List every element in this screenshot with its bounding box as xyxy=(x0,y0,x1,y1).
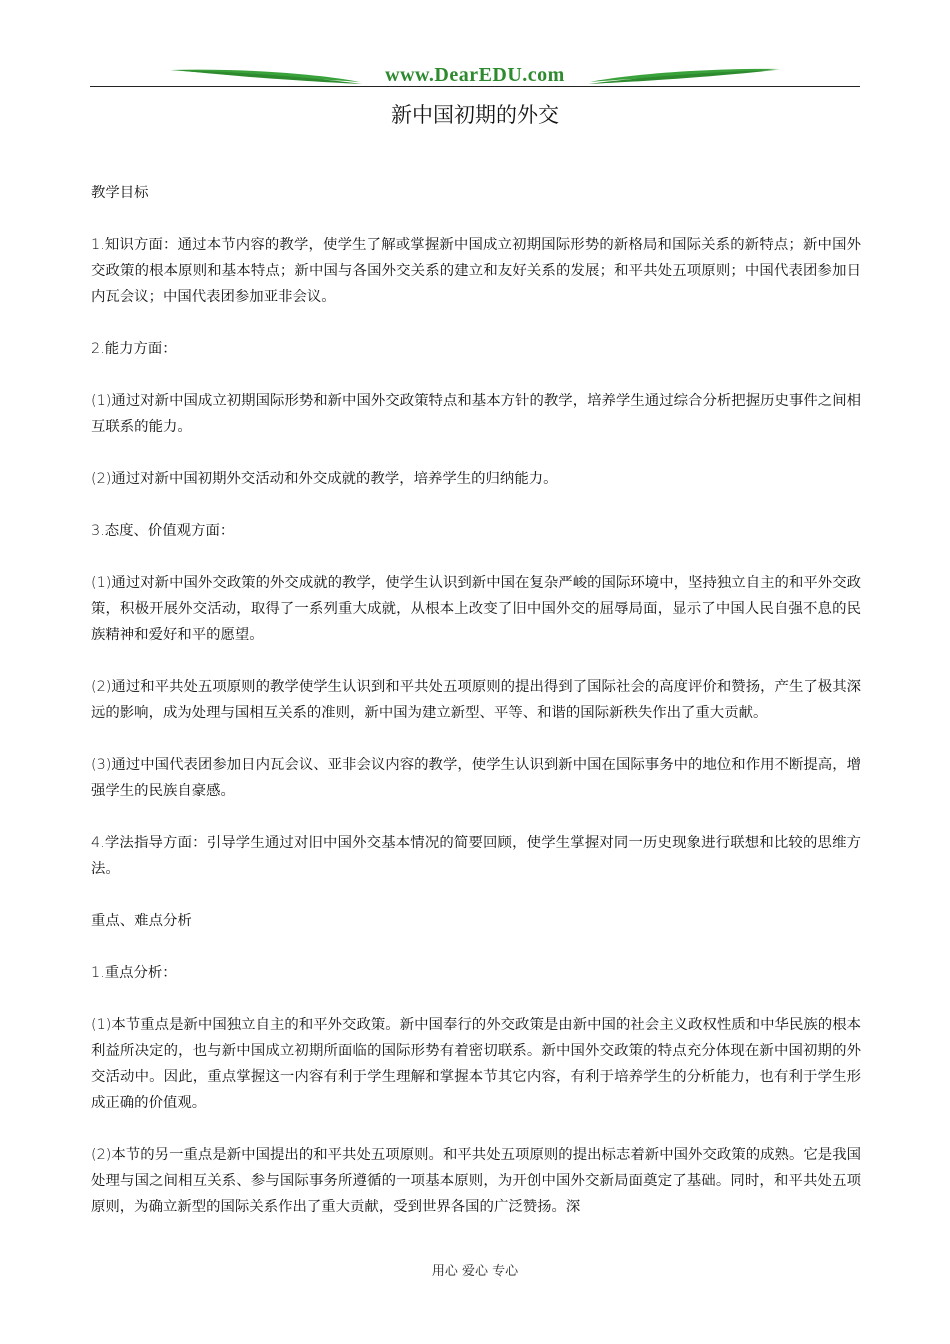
paragraph: (1)本节重点是新中国独立自主的和平外交政策。新中国奉行的外交政策是由新中国的社会主义政权性质和中华民族的根本利益所决定的，也与新中国成立初期所面临的国际形势有着密切联系。新中国外交政策的特点充分体现在新中国初期的外交活动中。因此，重点掌握这一内容有利于学生理解和掌握本节其它内容，有利于培养学生的分析能力，也有利于学生形成正确的价值观。 xyxy=(91,1017,861,1111)
paragraph: 重点、难点分析 xyxy=(91,913,192,929)
paragraph: (1)通过对新中国成立初期国际形势和新中国外交政策特点和基本方针的教学，培养学生通过综合分析把握历史事件之间相互联系的能力。 xyxy=(91,393,861,435)
paragraph: 4.学法指导方面：引导学生通过对旧中国外交基本情况的简要回顾，使学生掌握对同一历史现象进行联想和比较的思维方法。 xyxy=(91,835,861,877)
paragraph: (2)通过对新中国初期外交活动和外交成就的教学，培养学生的归纳能力。 xyxy=(91,471,558,487)
paragraph: 教学目标 xyxy=(91,185,149,201)
paragraph: (2)通过和平共处五项原则的教学使学生认识到和平共处五项原则的提出得到了国际社会的高度评价和赞扬，产生了极其深远的影响，成为处理与国相互关系的准则，新中国为建立新型、平等、和谐的国际新秩失作出了重大贡献。 xyxy=(91,679,861,721)
paragraph: 1.知识方面：通过本节内容的教学，使学生了解或掌握新中国成立初期国际形势的新格局和国际关系的新特点；新中国外交政策的根本原则和基本特点；新中国与各国外交关系的建立和友好关系的发展；和平共处五项原则；中国代表团参加日内瓦会议；中国代表团参加亚非会议。 xyxy=(91,237,861,305)
paragraph: 2.能力方面： xyxy=(91,341,177,357)
paragraph: (1)通过对新中国外交政策的外交成就的教学，使学生认识到新中国在复杂严峻的国际环境中，坚持独立自主的和平外交政策，积极开展外交活动，取得了一系列重大成就，从根本上改变了旧中国外交的屈辱局面，显示了中国人民自强不息的民族精神和爱好和平的愿望。 xyxy=(91,575,861,643)
site-logo-text: www.DearEDU.com xyxy=(385,64,565,86)
header-rule xyxy=(90,86,860,87)
paragraph: 3.态度、价值观方面： xyxy=(91,523,235,539)
paragraph: (3)通过中国代表团参加日内瓦会议、亚非会议内容的教学，使学生认识到新中国在国际事务中的地位和作用不断提高，增强学生的民族自豪感。 xyxy=(91,757,861,799)
page-footer: 用心 爱心 专心 xyxy=(431,1264,519,1279)
document-body xyxy=(91,180,861,1220)
paragraph: 1.重点分析： xyxy=(91,965,177,981)
document-title: 新中国初期的外交 xyxy=(391,103,559,127)
paragraph: (2)本节的另一重点是新中国提出的和平共处五项原则。和平共处五项原则的提出标志着新中国外交政策的成熟。它是我国处理与国之间相互关系、参与国际事务所遵循的一项基本原则，为开创中国外交新局面奠定了基础。同时，和平共处五项原则，为确立新型的国际关系作出了重大贡献，受到世界各国的广泛赞扬。深 xyxy=(91,1147,861,1215)
